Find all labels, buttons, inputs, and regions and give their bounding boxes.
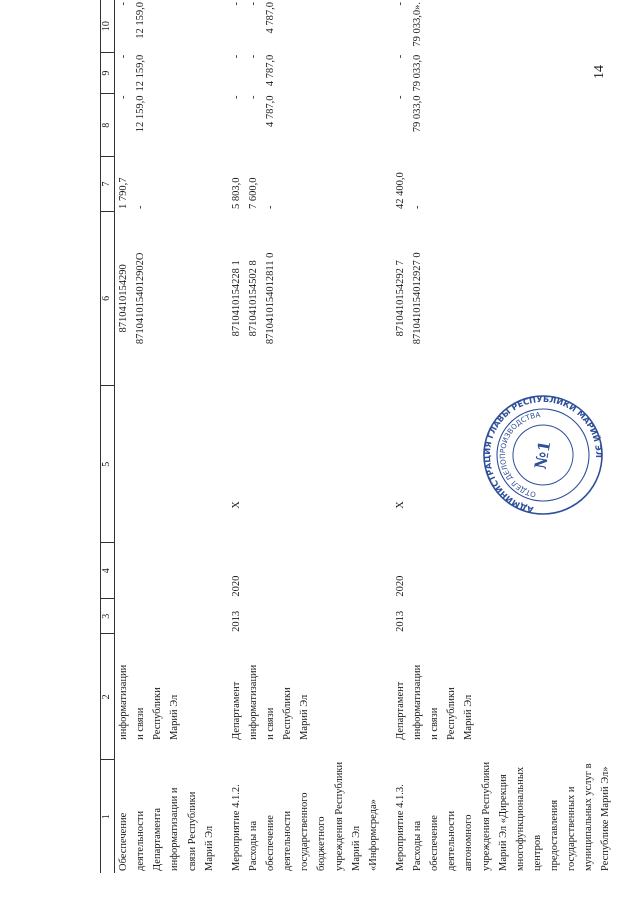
cell-col10: - 12 159,0 (118, 2, 147, 39)
cell-col8: - 79 033,0 (394, 95, 423, 133)
header-col-10: 10 (101, 0, 115, 53)
stamp-number: №1 (530, 439, 555, 471)
header-col-4: 4 (101, 543, 115, 599)
cell-col8: - 12 159,0 (118, 95, 147, 133)
cell-col10: - 79 033,0». (394, 2, 423, 47)
cell-col8: - - 4 787,0 (230, 95, 276, 128)
cell-col5: X (230, 501, 242, 509)
header-col-7: 7 (101, 157, 115, 211)
cell-start-year: 2013 (230, 610, 242, 632)
cell-end-year: 2020 (394, 575, 406, 597)
header-col-6: 6 (101, 211, 115, 386)
official-stamp (482, 394, 604, 516)
header-row (101, 0, 115, 873)
header-col-5: 5 (101, 386, 115, 543)
header-col-1: 1 (101, 760, 115, 873)
cell-col9: - - 4 787,0 (230, 54, 276, 87)
header-col-8: 8 (101, 94, 115, 157)
cell-col7: 5 803,0 7 600,0 - (230, 177, 276, 210)
header-col-9: 9 (101, 53, 115, 94)
cell-executor: Департамент информатизации и связи Республики Марий Эл (394, 664, 475, 740)
cell-col9: - 79 033,0 (394, 54, 423, 92)
cell-executor: информатизации и связи Республики Марий Эл (118, 664, 181, 740)
cell-code: 8710410154228 1 8710410154502 8 8710410154012811 0 (230, 252, 276, 345)
stamp-inner-text: ОТДЕЛ ДЕЛОПРОИЗВОДСТВА (497, 410, 541, 500)
cell-col7: 42 400,0 - (394, 172, 423, 210)
cell-end-year: 2020 (230, 575, 242, 597)
cell-name: Обеспечение деятельности Департамента информатизации и связи Республики Марий Эл (118, 787, 215, 871)
cell-col7: 1 790,7 - (118, 177, 147, 210)
cell-start-year (115, 599, 230, 634)
cell-col10: - - 4 787,0 (230, 2, 276, 34)
cell-col9: - 12 159,0 (118, 54, 147, 92)
cell-code: 8710410154292 7 8710410154012927 0 (394, 252, 423, 345)
cell-col5: X (394, 501, 406, 509)
cell-name: Мероприятие 4.1.3. Расходы на обеспечение деятельности автономного учреждения Республики Марий Эл «Дирекция многофункциональных центров предоставления государственных и муниципальных услуг в Республике Марий Эл» (394, 761, 612, 871)
header-col-3: 3 (101, 599, 115, 634)
cell-start-year: 2013 (394, 610, 406, 632)
stamp-outer-text: АДМИНИСТРАЦИЯ ГЛАВЫ РЕСПУБЛИКИ МАРИЙ ЭЛ (482, 394, 604, 516)
page-number: 14 (592, 65, 607, 79)
cell-name: Мероприятие 4.1.2. Расходы на обеспечение деятельности государственного бюджетного учреждения Республики Марий Эл «Информсреда» (230, 761, 379, 871)
table-row (230, 0, 394, 873)
header-col-2: 2 (101, 634, 115, 760)
cell-executor: Департамент информатизации и связи Республики Марий Эл (230, 664, 311, 740)
cell-code: 8710410154290 8710410154012902О (118, 252, 147, 345)
cell-col5 (115, 386, 230, 543)
table-row (115, 0, 230, 873)
cell-end-year (115, 543, 230, 599)
